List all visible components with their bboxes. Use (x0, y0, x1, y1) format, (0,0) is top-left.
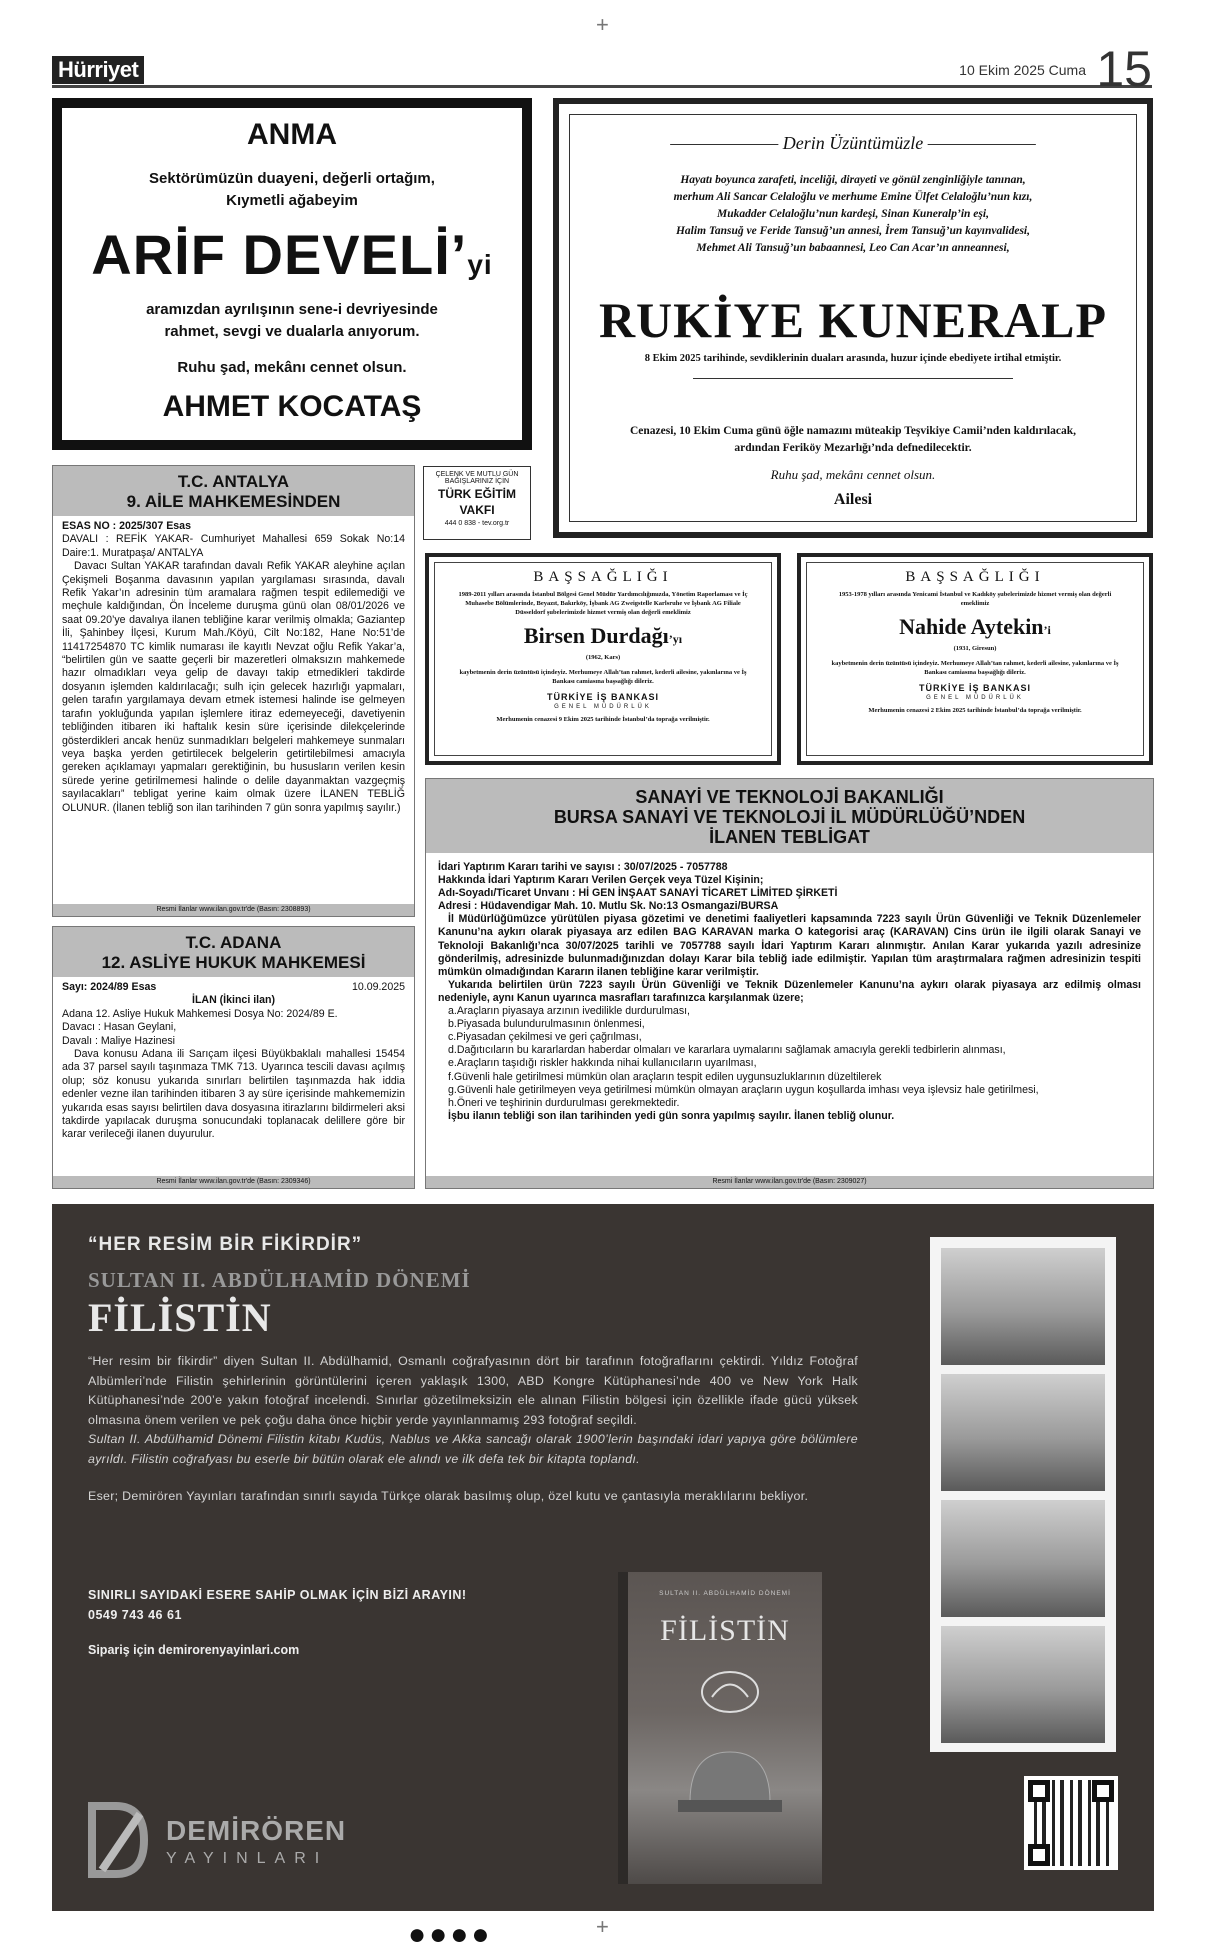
bsg-left-name: Birsen Durdağı (523, 623, 669, 648)
anma-title: ANMA (247, 118, 337, 151)
sanayi-item-h: h.Öneri ve teşhirinin durdurulması gerekmektedir. (448, 1096, 680, 1109)
tughra-icon (698, 1667, 762, 1717)
photo-boat (941, 1248, 1105, 1365)
adana-body: Dava konusu Adana ili Sarıçam ilçesi Büyükbaklalı mahallesi 15454 ada 37 parsel sayılı taşınmaza TMK 713. Uyarınca tescili davası açılmış olup; söz konusu yukarıda sınırları belirtilen taşınmazda hak iddia edenler vezne ilan tarihinden itibaren 3 ay süre içerisinde mahkememizin yukarıda esas sayısı belirtilen dava dosyasına itirazlarını bildirmeleri aksi takdirde yapılacak duruşma sonucundaki toplanacak delillere göre bir karar verileceği ilanen duyurulur. (62, 1048, 405, 1141)
adana-title-2: 12. ASLİYE HUKUK MAHKEMESİ (101, 953, 366, 972)
tev-name-1: TÜRK EĞİTİM (438, 487, 516, 501)
newspaper-logo: Hürriyet (52, 56, 144, 84)
bsg-left-text: kaybetmenin derin üzüntüsü içindeyiz. Merhumeye Allah’tan rahmet, kederli ailesine, yakınlarına ve İş Bankası camiasına başsağlığı dileriz. (459, 669, 747, 685)
bsg-left-intro: 1989-2011 yılları arasında İstanbul Bölgesi Genel Müdür Yardımcılığımızda, Yönetim Raporlaması ve İç Muhasebe Bölümlerinde, Beyazıt, Bakırköy, İşbank AG Zweigstelle Karlsruhe ve İşbank AG Filiale Düsseldorf şubelerimizde hizmet vermiş olan değerli emeklimiz (458, 591, 748, 616)
rukiye-heading: Derin Üzüntümüzle (782, 133, 924, 153)
promo-body-1: “Her resim bir fikirdir” diyen Sultan II. Abdülhamid, Osmanlı coğrafyasının dört bir tarafının fotoğraflarını çektirdi. Yıldız Fotoğraf Albümleri’nde Filistin şehirlerinin görüntülerini içeren yaklaşık 1300, ABD Kongre Kütüphanesi’nde 400 ve New York Halk Kütüphanesi’nde 200’e yakın fotoğraf incelendi. Sınırlar gözetilmeksizin ele alınan Filistin bölgesi için özellikle ifade gücü yüksek olmasına önem verilen ve pek çoğu daha önce hiçbir yerde yayınlanmamış 293 fotoğraf seçildi. (88, 1354, 858, 1427)
rukiye-name: RUKİYE KUNERALP (598, 292, 1108, 348)
adana-davaci: Davacı : Hasan Geylani, (62, 1021, 177, 1034)
promo-quote: “HER RESİM BİR FİKİRDİR” (88, 1234, 363, 1255)
sanayi-last: İşbu ilanın tebliği son ilan tarihinden yedi gün sonra yapılmış sayılır. İlanen tebliğ olunur. (448, 1109, 895, 1122)
tev-line-1: ÇELENK VE MUTLU GÜN (435, 471, 519, 478)
bsg-left-suffix: ’yı (668, 632, 683, 646)
rukiye-cenaze-1: Cenazesi, 10 Ekim Cuma günü öğle namazını müteakip Teşvikiye Camii’nden kaldırılacak, (629, 425, 1076, 437)
bsg-left-origin: (1962, Kars) (585, 654, 621, 661)
sanayi-notice (425, 778, 1154, 1189)
rukiye-obituary: ―――――― Derin Üzüntümüzle ―――――― Hayatı boyunca zarafeti, inceliği, dirayeti ve gönül zenginliğiyle tanınan, merhum Ali Sancar Celaloğlu ve merhume Emine Ülfet Celaloğlu’nun kızı, Mukadder Celaloğlu’nun kardeşi, Sinan Kuneralp’in eşi, Halim Tansuğ ve Feride Tansuğ’un annesi, İrem Tansuğ’un kayınvalidesi, Mehmet Ali Tansuğ’un babaannesi, Leo Can Acar’ın anneannesi, RUKİYE KUNERALP 8 Ekim 2025 tarihinde, sevdiklerinin duaları arasında, huzur içinde ebediyete irtihal etmiştir. Cenazesi, 10 Ekim Cuma günü öğle namazını müteakip Teşvikiye Camii’nden kaldırılacak, ardından Feriköy Mezarlığı’nda defnedilecektir. Ruhu şad, mekânı cennet olsun. Ailesi (553, 98, 1153, 538)
rukiye-signature: Ailesi (833, 491, 873, 508)
adana-ilan: İLAN (İkinci ilan) (192, 994, 275, 1007)
book-subtitle: SULTAN II. ABDÜLHAMİD DÖNEMİ (659, 1590, 791, 1597)
adana-date: 10.09.2025 (351, 981, 405, 993)
rukiye-body-2: merhum Ali Sancar Celaloğlu ve merhume Emine Ülfet Celaloğlu’nun kızı, (673, 191, 1033, 203)
anma-notice (52, 98, 532, 450)
rukiye-body-1: Hayatı boyunca zarafeti, inceliği, dirayeti ve gönül zenginliğiyle tanınan, (680, 174, 1026, 186)
tev-name-2: VAKFI (459, 503, 495, 517)
bsg-left-footer: Merhumenin cenazesi 9 Ekim 2025 tarihinde İstanbul’da toprağa verilmiştir. (496, 716, 710, 723)
demiroren-logo-icon (88, 1800, 150, 1880)
sanayi-title-3: İLANEN TEBLİGAT (709, 827, 870, 847)
sanayi-item-c: c.Piyasadan çekilmesi ve geri çağrılması, (448, 1031, 642, 1044)
sanayi-title-2: BURSA SANAYİ VE TEKNOLOJİ İL MÜDÜRLÜĞÜ’NDEN (553, 807, 1026, 827)
sanayi-p1: İl Müdürlüğümüzce yürütülen piyasa gözetimi ve denetimi faaliyetleri kapsamında 7223 sayılı Ürün Güvenliği ve Teknik Düzenlemeler Kanunu’na aykırı olarak piyasaya arz edilen BAG KARAVAN marka O kategorisi araç (KARAVAN) Cins ürün ile ilgili olarak Sanayi ve Teknoloji Bakanlığı’nca 30/07/2025 tarihli ve 7057788 sayılı İdari Yaptırım Kararı alınmıştır. Anılan Karar yukarıda yazılı adresinize gönderilmiş, adresinizde bulunmadığınızdan dolayı Karar bila tebliğ iade edilmiştir. Yapılan tüm araştırmalara rağmen adresinizin tespiti mümkün olmadığından Kararın ilanen tebliğine karar verilmiştir. (438, 913, 1141, 978)
promo-title: FİLİSTİN (88, 1295, 272, 1340)
sanayi-item-g: g.Güvenli hale getirilmeyen veya getirilmesi mümkün olmayan araçların uygun koşullarda imhası veya işlevsiz hale getirilmesi, (448, 1083, 1039, 1096)
bsg-left-title: BAŞSAĞLIĞI (533, 569, 673, 585)
sanayi-item-a: a.Araçların piyasaya arzının ivedilikle durdurulması, (448, 1005, 691, 1018)
antalya-body: Davacı Sultan YAKAR tarafından davalı Refik YAKAR aleyhine açılan Çekişmeli Boşanma davasının yapılan yargılaması sırasında, davalı Refik Yakar’ın adresinin tüm aramalara rağmen tespit edilemediği ve meçhule kaldığından, Ön İnceleme duruşma günü olan 08/01/2026 ve saat 09.20’ye davalıya ilanen tebliğine karar verilmiş olmakla; Gaziantep İli, Şahinbey İlçesi, Kurum Mah./Köyü, Cilt No:182, Hane No:51’de 11417254870 TC kimlik numarası ile kayıtlı Nevzat oğlu Refik Yakar’a, “belirtilen gün ve saatte geçerli bir mazeretleri olmaksızın mahkemede hazır olmadıkları veya gelip de davayı takip etmedikleri takdirde dosyanın işlemden kaldırılacağı; sulh için gelecek hazırlığı yapmaları, gelen tarafın yargılamaya devam etmek istemesi halinde ise gelmeyen tarafın yokluğunda yapılan işlemlere itiraz edemeyeceği, davetiyenin tebliğinden itibaren iki haftalık kesin süre içerisinde dilekçelerinde gösterdikleri ancak henüz sunmadıkları belgeleri mahkemeye sunmaları veya başka yerden getirtilecek belgelerin getirtilebilmesi amacıyla gereken açıklamayı yapmaları gerektiğinin, bu hususların verilen kesin sürede yerine getirilmemesi halinde o delile dayanmaktan vazgeçmiş sayılacakları” tebligat yerine kaim olmak üzere İLANEN TEBLİĞ OLUNUR. (İlanen tebliğ son ilan tarihinden 7 gün sonra yapılmış sayılır.) (62, 560, 405, 814)
bsg-right-suffix: ’i (1043, 623, 1051, 637)
publisher-name: DEMİRÖREN (166, 1815, 347, 1846)
sanayi-l1: İdari Yaptırım Kararı tarihi ve sayısı : 30/07/2025 - 7057788 (438, 861, 728, 873)
anma-name: ARİF DEVELİ’ (91, 223, 468, 286)
rukiye-body-5: Mehmet Ali Tansuğ’un babaannesi, Leo Can Acar’ın anneannesi, (696, 242, 1010, 254)
bsg-left-bank: TÜRKİYE İŞ BANKASI (546, 692, 659, 702)
sanayi-item-d: d.Dağıtıcıların bu kararlardan haberdar olmaları ve kararlara uymalarını sağlamak amacıyla gerekli tedbirlerin alınması, (448, 1044, 1006, 1057)
adana-line-1: Adana 12. Asliye Hukuk Mahkemesi Dosya No: 2024/89 E. (62, 1007, 338, 1020)
sanayi-l4: Adresi : Hüdavendigar Mah. 10. Mutlu Sk. No:13 Osmangazi/BURSA (438, 900, 779, 913)
bsg-right-title: BAŞSAĞLIĞI (905, 569, 1045, 585)
rukiye-ruhu: Ruhu şad, mekânı cennet olsun. (770, 467, 936, 482)
bsg-right-footer: Merhumenin cenazesi 2 Ekim 2025 tarihinde İstanbul’da toprağa verilmiştir. (868, 707, 1082, 714)
anma-text-2: rahmet, sevgi ve dualarla anıyorum. (164, 323, 420, 340)
anma-suffix: yi (467, 249, 493, 280)
photo-landscape (941, 1626, 1105, 1743)
registration-dots-icon: ●●●● (408, 1918, 493, 1951)
promo-cta: SINIRLI SAYIDAKİ ESERE SAHİP OLMAK İÇİN BİZİ ARAYIN! (88, 1588, 467, 1602)
adana-court-notice (52, 926, 415, 1189)
rukiye-body-4: Halim Tansuğ ve Feride Tansuğ’un annesi, İrem Tansuğ’un kayınvalidesi, (675, 225, 1031, 237)
sanayi-l3: Adı-Soyadı/Ticaret Unvanı : Hİ GEN İNŞAAT SANAYİ TİCARET LİMİTED ŞİRKETİ (438, 887, 838, 900)
adana-davali: Davalı : Maliye Hazinesi (62, 1034, 176, 1047)
sanayi-item-f: f.Güvenli hale getirilmesi mümkün olan araçların tespit edilen uygunsuzluklarının düzeltilerek (448, 1070, 882, 1083)
issue-date: 10 Ekim 2025 Cuma (959, 62, 1086, 78)
adana-sayi: Sayı: 2024/89 Esas (62, 981, 157, 993)
bassagligi-birsen (425, 553, 781, 765)
bsg-right-bank: TÜRKİYE İŞ BANKASI (918, 683, 1031, 693)
sanayi-item-e: e.Araçların taşıdığı riskler hakkında nihai kullanıcıların uyarılması, (448, 1057, 757, 1070)
antalya-footer: Resmi İlanlar www.ilan.gov.tr'de (Basın: 2308893) (53, 904, 414, 916)
rukiye-subtitle: 8 Ekim 2025 tarihinde, sevdiklerinin duaları arasında, huzur içinde ebediyete irtihal etmiştir. (644, 353, 1062, 364)
sanayi-title-1: SANAYİ VE TEKNOLOJİ BAKANLIĞI (635, 787, 944, 807)
antalya-court-notice (52, 465, 415, 917)
anma-text-1: aramızdan ayrılışının sene-i devriyesinde (146, 301, 438, 318)
publisher-sub: YAYINLARI (166, 1850, 329, 1867)
page-number: 15 (1096, 41, 1152, 97)
bassagligi-nahide (797, 553, 1153, 765)
antalya-esas: ESAS NO : 2025/307 Esas (62, 520, 191, 532)
sanayi-footer: Resmi İlanlar www.ilan.gov.tr'de (Basın: 2309027) (426, 1176, 1153, 1188)
bsg-right-intro: 1953-1978 yılları arasında Yenicami İstanbul ve Kadıköy şubelerimizde hizmet vermiş olan değerli emeklimiz (838, 591, 1112, 607)
qr-code-icon[interactable] (1024, 1776, 1118, 1870)
tev-contact: 444 0 838 - tev.org.tr (444, 520, 510, 527)
rukiye-cenaze-2: ardından Feriköy Mezarlığı’nda defnedilecektir. (734, 442, 972, 454)
sanayi-l2: Hakkında İdari Yaptırım Kararı Verilen Gerçek veya Tüzel Kişinin; (438, 874, 764, 887)
promo-body-2: Sultan II. Abdülhamid Dönemi Filistin kitabı Kudüs, Nablus ve Akka sancağı olarak 1900’lerin başındaki idari yapıya göre bölümlere ayrıldı. Filistin coğrafyası bu eserle bir bütün olarak ele alındı ve ilk defa tek bir kitapta toplandı. (88, 1432, 858, 1466)
antalya-title-1: T.C. ANTALYA (177, 472, 290, 491)
photo-strip (930, 1237, 1116, 1752)
divider (693, 378, 1013, 379)
tev-line-2: BAĞIŞLARINIZ İÇİN (444, 478, 510, 485)
photo-city-gate (941, 1500, 1105, 1617)
bsg-right-name: Nahide Aytekin (899, 614, 1044, 639)
antalya-davali: DAVALI : REFİK YAKAR- Cumhuriyet Mahallesi 659 Sokak No:14 Daire:1. Muratpaşa/ ANTALYA (62, 533, 405, 559)
photo-mosque (941, 1374, 1105, 1491)
promo-body-3: Eser; Demirören Yayınları tarafından sınırlı sayıda Türkçe olarak basılmış olup, özel kutu ve çantasıyla meraklılarını bekliyor. (88, 1489, 809, 1503)
promo-subtitle: SULTAN II. ABDÜLHAMİD DÖNEMİ (88, 1268, 471, 1292)
promo-phone[interactable]: 0549 743 46 61 (88, 1608, 182, 1622)
bsg-right-gm: GENEL MÜDÜRLÜK (926, 695, 1024, 701)
promo-body (88, 1352, 858, 1507)
sanayi-p2: Yukarıda belirtilen ürün 7223 sayılı Ürün Güvenliği ve Teknik Düzenlemeler Kanunu’na aykırı olarak piyasaya arz edilmiş olması nedeniyle, aynı Kanun uyarınca masrafları tarafınızca karşılanmak üzere; (438, 978, 1141, 1004)
bsg-right-text: kaybetmenin derin üzüntüsü içindeyiz. Merhumeye Allah’tan rahmet, kederli ailesine, yakınlarına ve İş Bankası camiasına başsağlığı dileriz. (831, 660, 1119, 676)
tev-box (423, 466, 531, 540)
anma-intro-1: Sektörümüzün duayeni, değerli ortağım, (149, 170, 435, 187)
adana-footer: Resmi İlanlar www.ilan.gov.tr'de (Basın: 2309346) (53, 1176, 414, 1188)
adana-title-1: T.C. ADANA (185, 933, 282, 952)
rukiye-body-3: Mukadder Celaloğlu’nun kardeşi, Sinan Kuneralp’in eşi, (717, 208, 989, 220)
promo-order-link[interactable]: Sipariş için demirorenyayinlari.com (88, 1643, 300, 1657)
bsg-right-origin: (1931, Giresun) (953, 645, 997, 652)
anma-ruhu: Ruhu şad, mekânı cennet olsun. (177, 359, 407, 376)
dome-icon (668, 1742, 792, 1812)
crop-mark-top: + (596, 12, 609, 37)
bsg-left-gm: GENEL MÜDÜRLÜK (554, 704, 652, 710)
antalya-title-2: 9. AİLE MAHKEMESİNDEN (126, 492, 341, 511)
anma-intro-2: Kıymetli ağabeyim (226, 192, 358, 209)
crop-mark-bottom: + (596, 1914, 609, 1939)
sanayi-item-b: b.Piyasada bulundurulmasının önlenmesi, (448, 1018, 645, 1031)
book-title: FİLİSTİN (660, 1614, 790, 1647)
anma-signature: AHMET KOCATAŞ (162, 390, 422, 423)
book-cover (618, 1572, 822, 1884)
